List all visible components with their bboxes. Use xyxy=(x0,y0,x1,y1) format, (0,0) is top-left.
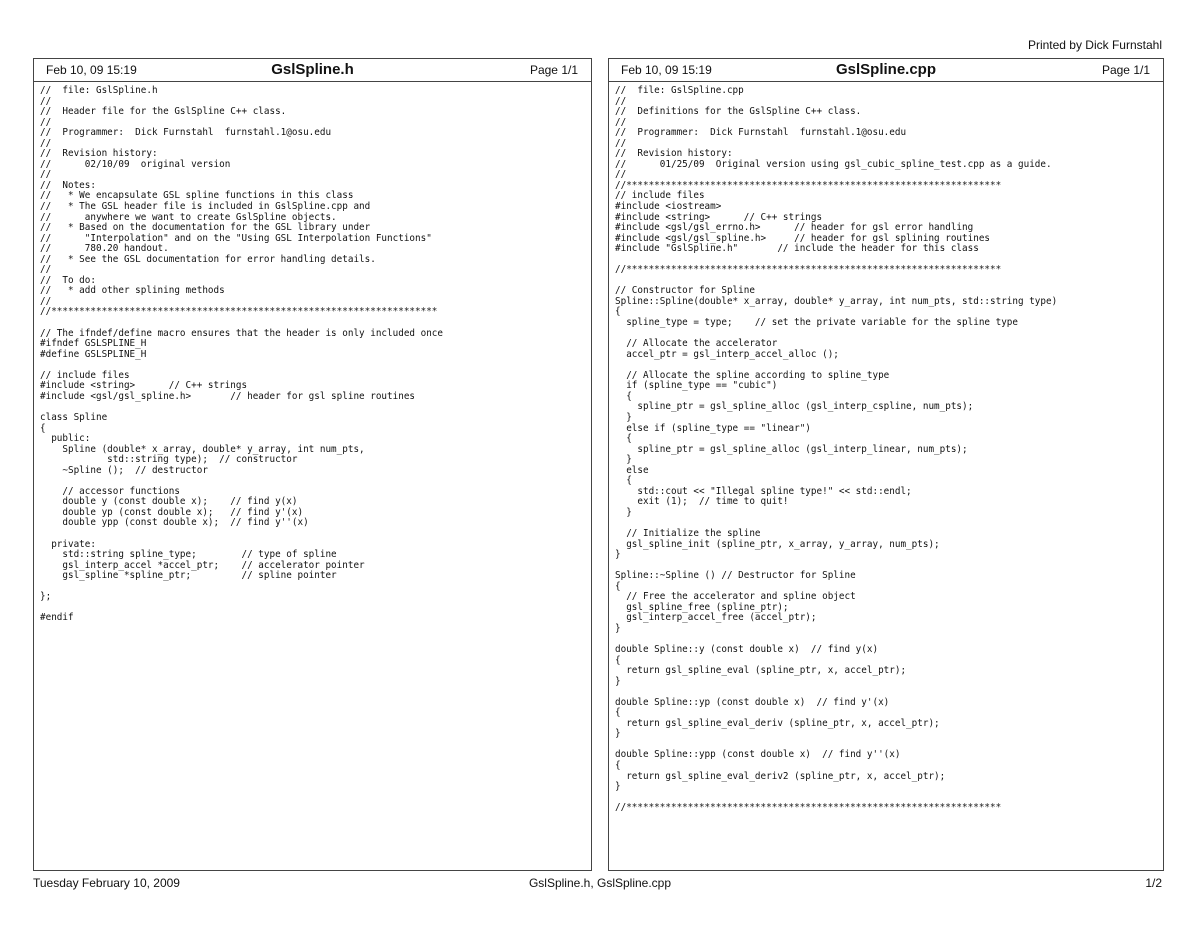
left-print-date: Feb 10, 09 15:19 xyxy=(46,63,137,77)
code-line: double Spline::ypp (const double x) // find y''(x) xyxy=(615,749,901,761)
code-line: std::string type); // constructor xyxy=(40,454,298,466)
code-line: } xyxy=(615,411,632,423)
code-line: double Spline::yp (const double x) // find y'(x) xyxy=(615,696,890,708)
code-line: // anywhere we want to create GslSpline objects. xyxy=(40,211,337,223)
code-line: // Free the accelerator and spline object xyxy=(615,591,856,603)
code-line: std::cout << "Illegal spline type!" << std::endl; xyxy=(615,485,912,497)
code-line: // xyxy=(615,116,627,128)
code-line: accel_ptr = gsl_interp_accel_alloc (); xyxy=(615,348,839,360)
code-line: } xyxy=(615,675,621,687)
code-line: // Header file for the GslSpline C++ class. xyxy=(40,106,287,118)
code-line: spline_ptr = gsl_spline_alloc (gsl_interp_linear, num_pts); xyxy=(615,443,968,455)
code-line: // * We encapsulate GSL spline functions in this class xyxy=(40,190,354,202)
code-line: // xyxy=(40,169,52,181)
code-line: //********************************************************************* xyxy=(40,306,438,318)
code-line xyxy=(40,402,591,413)
footer-date: Tuesday February 10, 2009 xyxy=(33,876,180,890)
code-line: { xyxy=(615,390,632,402)
code-line: // 02/10/09 original version xyxy=(40,158,231,170)
code-line: #ifndef GSLSPLINE_H xyxy=(40,338,147,350)
code-line: } xyxy=(615,506,632,518)
code-line: #include "GslSpline.h" // include the header for this class xyxy=(615,243,979,255)
code-line: std::string spline_type; // type of spline xyxy=(40,549,337,561)
left-panel-header xyxy=(34,59,591,82)
code-line: return gsl_spline_eval_deriv (spline_ptr, x, accel_ptr); xyxy=(615,717,940,729)
code-line: } xyxy=(615,781,621,793)
code-line: // Constructor for Spline xyxy=(615,285,755,297)
code-line xyxy=(40,603,591,614)
code-line: { xyxy=(615,306,621,318)
code-line: gsl_spline *spline_ptr; // spline pointer xyxy=(40,570,337,582)
code-line: public: xyxy=(40,433,91,445)
code-line: // To do: xyxy=(40,274,96,286)
right-filename: GslSpline.cpp xyxy=(835,61,937,78)
code-line: double y (const double x); // find y(x) xyxy=(40,496,298,508)
right-print-date: Feb 10, 09 15:19 xyxy=(621,63,712,77)
code-line: // Programmer: Dick Furnstahl furnstahl.1@osu.edu xyxy=(615,127,907,139)
code-line: #include <string> // C++ strings xyxy=(615,211,823,223)
code-line: // file: GslSpline.cpp xyxy=(615,85,744,96)
code-line: return gsl_spline_eval (spline_ptr, x, accel_ptr); xyxy=(615,665,907,677)
code-line: #include <gsl/gsl_errno.h> // header for gsl error handling xyxy=(615,222,974,234)
code-line: ~Spline (); // destructor xyxy=(40,464,208,476)
code-line: gsl_spline_free (spline_ptr); xyxy=(615,601,789,613)
left-code-listing xyxy=(34,82,591,624)
code-line: }; xyxy=(40,591,52,603)
code-line: gsl_interp_accel *accel_ptr; // accelerator pointer xyxy=(40,559,365,571)
code-line: double ypp (const double x); // find y''(x) xyxy=(40,517,309,529)
code-line: // accessor functions xyxy=(40,485,180,497)
code-line: // xyxy=(40,116,52,128)
code-line: // include files xyxy=(40,369,130,381)
code-line: //******************************************************************* xyxy=(615,179,1002,191)
code-line: // xyxy=(40,264,52,276)
code-line: Spline::~Spline () // Destructor for Spline xyxy=(615,570,856,582)
code-line: #include <gsl/gsl_spline.h> // header for gsl splining routines xyxy=(615,232,991,244)
code-line: else if (spline_type == "linear") xyxy=(615,422,811,434)
right-panel-header xyxy=(609,59,1163,82)
code-line: // * add other splining methods xyxy=(40,285,225,297)
code-line: // Definitions for the GslSpline C++ class. xyxy=(615,106,862,118)
code-line: // xyxy=(615,95,627,107)
code-line: exit (1); // time to quit! xyxy=(615,496,789,508)
code-line: #include <gsl/gsl_spline.h> // header for gsl spline routines xyxy=(40,390,416,402)
code-line: // Allocate the accelerator xyxy=(615,338,778,350)
code-line: #include <iostream> xyxy=(615,201,722,213)
code-line: if (spline_type == "cubic") xyxy=(615,380,778,392)
code-line: // * Based on the documentation for the GSL library under xyxy=(40,222,371,234)
code-line: gsl_spline_init (spline_ptr, x_array, y_array, num_pts); xyxy=(615,538,940,550)
code-line: #include <string> // C++ strings xyxy=(40,380,248,392)
code-line: //******************************************************************* xyxy=(615,802,1002,814)
code-line: //******************************************************************* xyxy=(615,264,1002,276)
code-line: double Spline::y (const double x) // find y(x) xyxy=(615,643,879,655)
right-page-number: Page 1/1 xyxy=(1101,63,1150,77)
right-file-panel xyxy=(608,58,1164,871)
printed-by-label: Printed by Dick Furnstahl xyxy=(1027,38,1162,52)
code-line: // include files xyxy=(615,190,705,202)
code-line: // xyxy=(40,295,52,307)
code-line: private: xyxy=(40,538,96,550)
code-line: #define GSLSPLINE_H xyxy=(40,348,147,360)
code-line: else xyxy=(615,464,649,476)
code-line: { xyxy=(615,580,621,592)
code-line: // Allocate the spline according to spline_type xyxy=(615,369,890,381)
code-line xyxy=(40,582,591,593)
code-line: // 780.20 handout. xyxy=(40,243,169,255)
code-line: Spline::Spline(double* x_array, double* y_array, int num_pts, std::string type) xyxy=(615,295,1058,307)
code-line: return gsl_spline_eval_deriv2 (spline_ptr, x, accel_ptr); xyxy=(615,770,946,782)
code-line: // xyxy=(615,137,627,149)
code-line xyxy=(40,318,591,329)
code-line: { xyxy=(615,654,621,666)
code-line: // Revision history: xyxy=(615,148,733,160)
code-line: // The ifndef/define macro ensures that the header is only included once xyxy=(40,327,443,339)
code-line: // xyxy=(615,169,627,181)
code-line: double yp (const double x); // find y'(x) xyxy=(40,506,304,518)
code-line: } xyxy=(615,549,621,561)
right-code-listing xyxy=(609,82,1163,814)
code-line xyxy=(40,529,591,540)
code-line: } xyxy=(615,454,632,466)
left-page-number: Page 1/1 xyxy=(529,63,578,77)
code-line: Spline (double* x_array, double* y_array, int num_pts, xyxy=(40,443,365,455)
code-line: // xyxy=(40,137,52,149)
code-line: // xyxy=(40,95,52,107)
code-line: // * The GSL header file is included in GslSpline.cpp and xyxy=(40,201,371,213)
code-line: // Revision history: xyxy=(40,148,158,160)
code-line: spline_type = type; // set the private variable for the spline type xyxy=(615,317,1018,329)
left-file-panel xyxy=(33,58,592,871)
code-line: #endif xyxy=(40,612,74,624)
code-line: // Initialize the spline xyxy=(615,527,761,539)
code-line: gsl_interp_accel_free (accel_ptr); xyxy=(615,612,817,624)
footer-sheet-number: 1/2 xyxy=(1145,876,1162,890)
code-line: class Spline xyxy=(40,411,108,423)
code-line: // Notes: xyxy=(40,179,96,191)
code-line: { xyxy=(615,707,621,719)
code-line: // "Interpolation" and on the "Using GSL Interpolation Functions" xyxy=(40,232,432,244)
code-line: // Programmer: Dick Furnstahl furnstahl.1@osu.edu xyxy=(40,127,332,139)
code-line: { xyxy=(615,760,621,771)
code-line: spline_ptr = gsl_spline_alloc (gsl_interp_cspline, num_pts); xyxy=(615,401,974,413)
code-line: // * See the GSL documentation for error handling details. xyxy=(40,253,376,265)
code-line: } xyxy=(615,622,621,634)
code-line: { xyxy=(615,433,632,445)
code-line: { xyxy=(40,422,46,434)
code-line: } xyxy=(615,728,621,740)
footer-files: GslSpline.h, GslSpline.cpp xyxy=(528,876,672,890)
code-line: { xyxy=(615,475,632,487)
code-line: // 01/25/09 Original version using gsl_cubic_spline_test.cpp as a guide. xyxy=(615,158,1052,170)
left-filename: GslSpline.h xyxy=(271,61,354,78)
code-line: // file: GslSpline.h xyxy=(40,85,158,96)
